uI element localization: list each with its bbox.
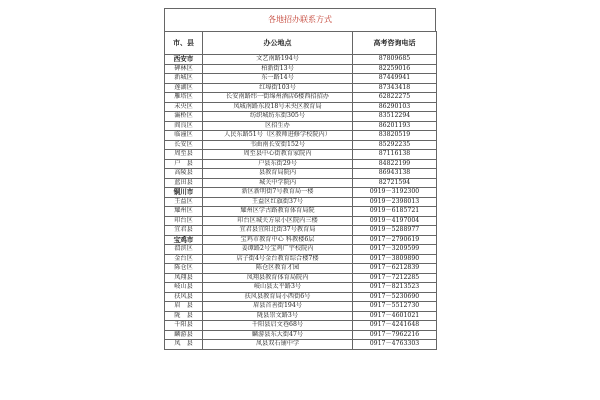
county-cell: 渭滨区 (165, 245, 203, 255)
address-cell: 陈仓区教育才园 (203, 264, 353, 274)
phone-cell: 85292235 (353, 140, 437, 150)
county-cell: 宜君县 (165, 226, 203, 236)
phone-cell: 87116138 (353, 150, 437, 160)
address-cell: 东一路14号 (203, 74, 353, 84)
county-cell: 未央区 (165, 102, 203, 112)
phone-cell: 0917－6212839 (353, 264, 437, 274)
phone-cell: 83820519 (353, 131, 437, 141)
phone-cell: 0917－4763303 (353, 340, 437, 350)
county-cell: 高陵县 (165, 169, 203, 179)
phone-cell: 0919－6185721 (353, 207, 437, 217)
table-row (165, 292, 437, 302)
address-cell: 文艺南路194号 (203, 55, 353, 65)
table-row (165, 121, 437, 131)
address-cell: 耀州区学古路教育体育局院 (203, 207, 353, 217)
phone-cell: 0919－3192300 (353, 188, 437, 198)
county-cell: 周至县 (165, 150, 203, 160)
county-cell: 陈仓区 (165, 264, 203, 274)
county-cell: 千阳县 (165, 321, 203, 331)
table-row (165, 169, 437, 179)
address-cell: 宜君县宜阳北街37号教育局 (203, 226, 353, 236)
address-cell: 区招生办 (203, 121, 353, 131)
table-row (165, 340, 437, 350)
table-row (165, 159, 437, 169)
county-cell: 王益区 (165, 197, 203, 207)
table-row (165, 216, 437, 226)
address-cell: 麟游县东大街47号 (203, 330, 353, 340)
table-row (165, 302, 437, 312)
table-row (165, 150, 437, 160)
phone-cell: 86290103 (353, 102, 437, 112)
table-row (165, 102, 437, 112)
table-row (165, 273, 437, 283)
table-header-row (165, 32, 437, 55)
county-cell: 眉 县 (165, 302, 203, 312)
phone-cell: 0917－2790619 (353, 235, 437, 245)
phone-cell: 0919－4197004 (353, 216, 437, 226)
phone-cell: 0917－7962216 (353, 330, 437, 340)
table-row (165, 112, 437, 122)
county-cell: 宝鸡市 (165, 235, 203, 245)
address-cell: 红埠街103号 (203, 83, 353, 93)
address-cell: 千阳县启文巷68号 (203, 321, 353, 331)
phone-cell: 0917－3809890 (353, 254, 437, 264)
table-row (165, 55, 437, 65)
address-cell: 周至县中心街教育家院内 (203, 150, 353, 160)
phone-cell: 82259016 (353, 64, 437, 74)
address-cell: 纺织城纺东街305号 (203, 112, 353, 122)
county-cell: 西安市 (165, 55, 203, 65)
table-row (165, 330, 437, 340)
address-cell: 印台区城关方泉小区院内三楼 (203, 216, 353, 226)
phone-cell: 82721594 (353, 178, 437, 188)
address-cell: 凤城南路东段18号未央区教育局 (203, 102, 353, 112)
address-cell: 城关中学院内 (203, 178, 353, 188)
county-cell: 临潼区 (165, 131, 203, 141)
county-cell: 莲湖区 (165, 83, 203, 93)
table-row (165, 188, 437, 198)
address-cell: 新区新明街7号教育局一楼 (203, 188, 353, 198)
phone-cell: 0917－4241648 (353, 321, 437, 331)
phone-cell: 84822199 (353, 159, 437, 169)
county-cell: 凤 县 (165, 340, 203, 350)
contact-table-document (164, 8, 436, 350)
address-cell: 店子街4号金台教育综合楼7楼 (203, 254, 353, 264)
table-row (165, 245, 437, 255)
county-cell: 麟游县 (165, 330, 203, 340)
table-row (165, 207, 437, 217)
county-cell: 陇 县 (165, 311, 203, 321)
table-row (165, 321, 437, 331)
table-row (165, 254, 437, 264)
phone-cell: 86943138 (353, 169, 437, 179)
address-cell: 宝鸡市教育中心 科教楼6层 (203, 235, 353, 245)
table-row (165, 226, 437, 236)
phone-cell: 62822275 (353, 93, 437, 103)
address-cell: 陇县崇文路3号 (203, 311, 353, 321)
header-address: 办公地点 (203, 32, 353, 55)
phone-cell: 0917－7212285 (353, 273, 437, 283)
phone-cell: 0917－5512730 (353, 302, 437, 312)
document-title: 各地招办联系方式 (164, 8, 436, 31)
county-cell: 户 县 (165, 159, 203, 169)
address-cell: 姜谭路2号宝鸡广宇校院内 (203, 245, 353, 255)
address-cell: 韦曲南长安街152号 (203, 140, 353, 150)
county-cell: 阎良区 (165, 121, 203, 131)
header-phone: 高考咨询电话 (353, 32, 437, 55)
phone-cell: 87449941 (353, 74, 437, 84)
address-cell: 长安南路纬一街绵州酒店6楼西招招办 (203, 93, 353, 103)
county-cell: 铜川市 (165, 188, 203, 198)
phone-cell: 0919－5288977 (353, 226, 437, 236)
header-county: 市、县 (165, 32, 203, 55)
table-row (165, 178, 437, 188)
address-cell: 凤翔县教育体育局院内 (203, 273, 353, 283)
phone-cell: 0917－5230690 (353, 292, 437, 302)
county-cell: 扶风县 (165, 292, 203, 302)
address-cell: 凤县双石铺中学 (203, 340, 353, 350)
table-row (165, 264, 437, 274)
table-body (165, 55, 437, 350)
address-cell: 人民东路51号（区教师进修学校院内） (203, 131, 353, 141)
phone-cell: 87809685 (353, 55, 437, 65)
address-cell: 户县东街29号 (203, 159, 353, 169)
address-cell: 王益区红旗街37号 (203, 197, 353, 207)
county-cell: 长安区 (165, 140, 203, 150)
phone-cell: 0917－4601021 (353, 311, 437, 321)
county-cell: 凤翔县 (165, 273, 203, 283)
table-row (165, 93, 437, 103)
county-cell: 新城区 (165, 74, 203, 84)
phone-cell: 83512294 (353, 112, 437, 122)
county-cell: 灞桥区 (165, 112, 203, 122)
county-cell: 金台区 (165, 254, 203, 264)
phone-cell: 0919－2398013 (353, 197, 437, 207)
address-cell: 柏新街13号 (203, 64, 353, 74)
county-cell: 印台区 (165, 216, 203, 226)
phone-cell: 86201193 (353, 121, 437, 131)
phone-cell: 0917－3209599 (353, 245, 437, 255)
address-cell: 县教育局院内 (203, 169, 353, 179)
address-cell: 扶风县教育局小西街6号 (203, 292, 353, 302)
table-row (165, 283, 437, 293)
address-cell: 眉县首善街194号 (203, 302, 353, 312)
table-row (165, 235, 437, 245)
phone-cell: 87343418 (353, 83, 437, 93)
table-row (165, 131, 437, 141)
address-cell: 岐山县太平路3号 (203, 283, 353, 293)
contact-table (164, 31, 437, 350)
table-row (165, 64, 437, 74)
table-row (165, 197, 437, 207)
phone-cell: 0917－8213523 (353, 283, 437, 293)
county-cell: 碑林区 (165, 64, 203, 74)
county-cell: 耀州区 (165, 207, 203, 217)
table-row (165, 74, 437, 84)
county-cell: 蓝田县 (165, 178, 203, 188)
table-row (165, 140, 437, 150)
table-row (165, 311, 437, 321)
county-cell: 雁塔区 (165, 93, 203, 103)
table-row (165, 83, 437, 93)
county-cell: 岐山县 (165, 283, 203, 293)
